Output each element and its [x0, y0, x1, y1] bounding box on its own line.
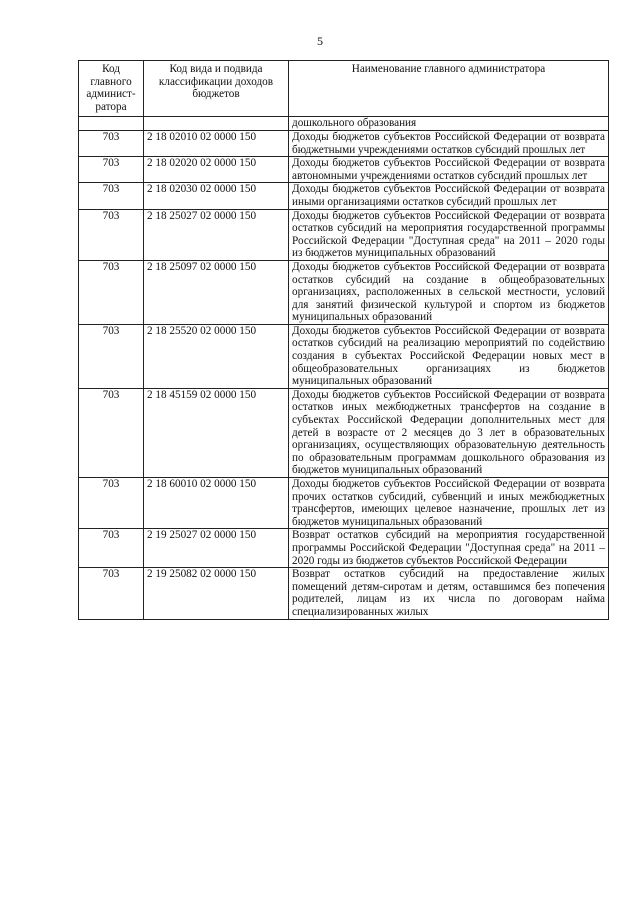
admin-name-cell: Доходы бюджетов субъектов Российской Федерации от возврата остатков иных межбюджетных трансфертов на создание в субъектах Российской Федерации дополнительных мест для детей в возрасте от 2 месяцев до 3 лет в образовательных организациях, осуществляющих образовательную деятельность по образовательным программам дошкольного образования из бюджетов муниципальных образований — [289, 388, 609, 477]
table-row — [79, 529, 609, 568]
income-code-cell: 2 18 02010 02 0000 150 — [144, 130, 289, 156]
header-admin-name: Наименование главного администратора — [289, 61, 609, 117]
admin-name-cell: Доходы бюджетов субъектов Российской Федерации от возврата остатков субсидий на мероприятия государственной программы Российской Федерации "Доступная среда" на 2011 – 2020 годы из бюджетов муниципальных образований — [289, 209, 609, 260]
revenue-classification-table — [78, 60, 609, 620]
page-number: 5 — [317, 34, 323, 48]
admin-name-cell: Доходы бюджетов субъектов Российской Федерации от возврата иными организациями остатков субсидий прошлых лет — [289, 183, 609, 209]
header-income-code: Код вида и подвида классификации доходов бюджетов — [144, 61, 289, 117]
table-row — [79, 130, 609, 156]
table-row — [79, 478, 609, 529]
admin-code-cell: 703 — [79, 478, 144, 529]
income-code-cell: 2 19 25082 02 0000 150 — [144, 568, 289, 619]
continuation-text: дошкольного образования — [289, 117, 609, 131]
table-header-row — [79, 61, 609, 117]
income-code-cell: 2 18 25520 02 0000 150 — [144, 324, 289, 388]
income-code-cell: 2 18 45159 02 0000 150 — [144, 388, 289, 477]
table-row — [79, 209, 609, 260]
income-code-cell: 2 19 25027 02 0000 150 — [144, 529, 289, 568]
header-admin-code: Код главного админист-ратора — [79, 61, 144, 117]
income-code-cell: 2 18 02020 02 0000 150 — [144, 157, 289, 183]
table-row — [79, 388, 609, 477]
table-row — [79, 260, 609, 324]
admin-code-cell: 703 — [79, 130, 144, 156]
table-row — [79, 183, 609, 209]
admin-name-cell: Доходы бюджетов субъектов Российской Федерации от возврата бюджетными учреждениями остатков субсидий прошлых лет — [289, 130, 609, 156]
admin-name-cell: Доходы бюджетов субъектов Российской Федерации от возврата остатков субсидий на создание в общеобразовательных организациях, расположенных в сельской местности, условий для занятий физической культурой и спортом из бюджетов муниципальных образований — [289, 260, 609, 324]
admin-code-cell: 703 — [79, 568, 144, 619]
table-row — [79, 157, 609, 183]
admin-code-cell: 703 — [79, 209, 144, 260]
admin-code-cell: 703 — [79, 529, 144, 568]
table-row — [79, 568, 609, 619]
admin-name-cell: Доходы бюджетов субъектов Российской Федерации от возврата остатков субсидий на реализацию мероприятий по содействию создания в субъектах Российской Федерации новых мест в общеобразовательных организациях из бюджетов муниципальных образований — [289, 324, 609, 388]
admin-name-cell: Возврат остатков субсидий на предоставление жилых помещений детям-сиротам и детям, оставшимся без попечения родителей, лицам из их числа по договорам найма специализированных жилых — [289, 568, 609, 619]
admin-code-cell: 703 — [79, 388, 144, 477]
income-code-cell: 2 18 25097 02 0000 150 — [144, 260, 289, 324]
continuation-row — [79, 117, 609, 131]
income-code-cell: 2 18 02030 02 0000 150 — [144, 183, 289, 209]
admin-code-cell: 703 — [79, 260, 144, 324]
admin-name-cell: Доходы бюджетов субъектов Российской Федерации от возврата автономными учреждениями остатков субсидий прошлых лет — [289, 157, 609, 183]
income-code-cell: 2 18 60010 02 0000 150 — [144, 478, 289, 529]
table-row — [79, 324, 609, 388]
admin-code-cell: 703 — [79, 183, 144, 209]
income-code-cell: 2 18 25027 02 0000 150 — [144, 209, 289, 260]
admin-name-cell: Возврат остатков субсидий на мероприятия государственной программы Российской Федерации "Доступная среда" на 2011 – 2020 годы из бюджетов субъектов Российской Федерации — [289, 529, 609, 568]
admin-name-cell: Доходы бюджетов субъектов Российской Федерации от возврата прочих остатков субсидий, субвенций и иных межбюджетных трансфертов, имеющих целевое назначение, прошлых лет из бюджетов муниципальных образований — [289, 478, 609, 529]
admin-code-cell: 703 — [79, 157, 144, 183]
admin-code-cell: 703 — [79, 324, 144, 388]
